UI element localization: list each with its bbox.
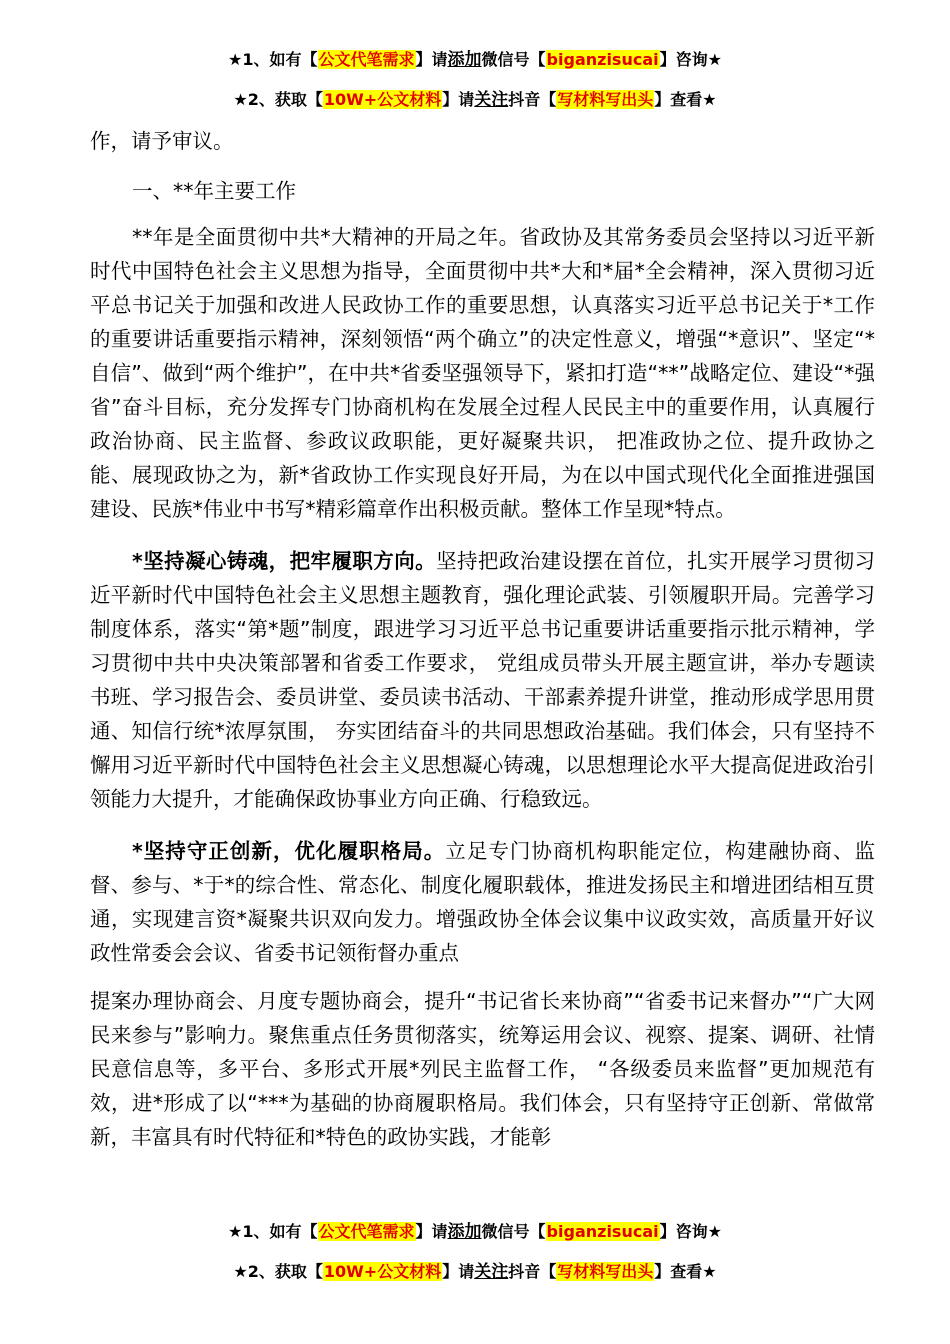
paragraph-text: 立足专门协商机构职能定位，构建融协商、监督、参与、*于*的综合性、常态化、制度化履职载体，推进发扬民主和增进团结相互贯通，实现建言资*凝聚共识双向发力。增强政协全体会议集中议政实效，高质量开好议政性常委会会议、省委书记领衔督办重点 [90,839,875,965]
wechat-id-highlight: biganzisucai [546,1222,659,1241]
banner-underlined: 添加 [447,50,482,70]
banner-highlight: 10W+公文材料 [323,1262,442,1281]
banner-text: 微信号【 [481,50,546,69]
promo-banner-bottom-2 [0,1260,950,1284]
banner-text: 】咨询★ [659,1222,722,1241]
banner-text: ★2、获取【 [233,90,323,109]
banner-underlined: 添加 [447,1222,482,1242]
banner-text: 抖音【 [508,1262,557,1281]
section-heading: 一、**年主要工作 [132,179,296,203]
banner-text: 】请 [442,90,475,109]
banner-highlight: 10W+公文材料 [323,90,442,109]
banner-text: ★2、获取【 [233,1262,323,1281]
banner-text: 】请 [415,1222,448,1241]
wechat-id-highlight: biganzisucai [546,50,659,69]
paragraph-text: 坚持把政治建设摆在首位，扎实开展学习贯彻习近平新时代中国特色社会主义思想主题教育，强化理论武装、引领履职开局。完善学习制度体系，落实“第*题”制度，跟进学习习近平总书记重要讲话重要指示批示精神，学习贯彻中共中央决策部署和省委工作要求， 党组成员带头开展主题宣讲，举办专题读书班、学习报告会、委员讲堂、委员读书活动、干部素养提升讲堂，推动形成学思用贯通、知信行统*浓厚氛围， 夯实团结奋斗的共同思想政治基础。我们体会，只有坚持不懈用习近平新时代中国特色社会主义思想凝心铸魂，以思想理论水平大提高促进政治引领能力大提升，才能确保政协事业方向正确、行稳致远。 [90,549,875,811]
banner-underlined: 关注 [474,1262,509,1282]
banner-text: ★1、如有【 [228,1222,318,1241]
banner-underlined: 关注 [474,90,509,110]
paragraph-lead: *坚持凝心铸魂，把牢履职方向。 [132,549,437,573]
paragraph-intro: **年是全面贯彻中共*大精神的开局之年。省政协及其常务委员会坚持以习近平新时代中国特色社会主义思想为指导，全面贯彻中共*大和*届*全会精神，深入贯彻习近平总书记关于加强和改进人民政协工作的重要思想，认真落实习近平总书记关于*工作的重要讲话重要指示精神，深刻领悟“两个确立”的决定性意义，增强“*意识”、坚定“*自信”、做到“两个维护”，在中共*省委坚强领导下，紧扣打造“**”战略定位、建设“*强省”奋斗目标，充分发挥专门协商机构在发展全过程人民民主中的重要作用，认真履行政治协商、民主监督、参政议政职能，更好凝聚共识， 把准政协之位、提升政协之能、展现政协之为，新*省政协工作实现良好开局，为在以中国式现代化全面推进强国建设、民族*伟业中书写*精彩篇章作出积极贡献。整体工作呈现*特点。 [90,225,875,521]
douyin-id-highlight: 写材料写出头 [557,90,654,109]
promo-banner-top-2 [0,88,950,112]
banner-text: 】查看★ [654,90,717,109]
banner-text: ★1、如有【 [228,50,318,69]
banner-text: 】咨询★ [659,50,722,69]
document-body [90,124,875,1154]
banner-text: 微信号【 [481,1222,546,1241]
paragraph-continuation: 提案办理协商会、月度专题协商会，提升“书记省长来协商”“省委书记来督办”“广大网民来参与”影响力。聚焦重点任务贯彻落实，统筹运用会议、视察、提案、调研、社情民意信息等，多平台、多形式开展*列民主监督工作， “各级委员来监督”更加规范有效，进*形成了以“***为基础的协商履职格局。我们体会，只有坚持守正创新、常做常新，丰富具有时代特征和*特色的政协实践，才能彰 [90,989,875,1149]
continuation-line: 作，请予审议。 [90,129,234,153]
banner-text: 】请 [415,50,448,69]
douyin-id-highlight: 写材料写出头 [557,1262,654,1281]
banner-text: 】查看★ [654,1262,717,1281]
promo-banner-bottom-1 [0,1220,950,1244]
banner-highlight: 公文代笔需求 [318,1222,415,1241]
paragraph-political-building [90,544,875,816]
paragraph-innovation [90,834,875,970]
paragraph-lead: *坚持守正创新，优化履职格局。 [132,839,446,863]
banner-text: 】请 [442,1262,475,1281]
promo-banner-top-1 [0,48,950,72]
banner-text: 抖音【 [508,90,557,109]
banner-highlight: 公文代笔需求 [318,50,415,69]
